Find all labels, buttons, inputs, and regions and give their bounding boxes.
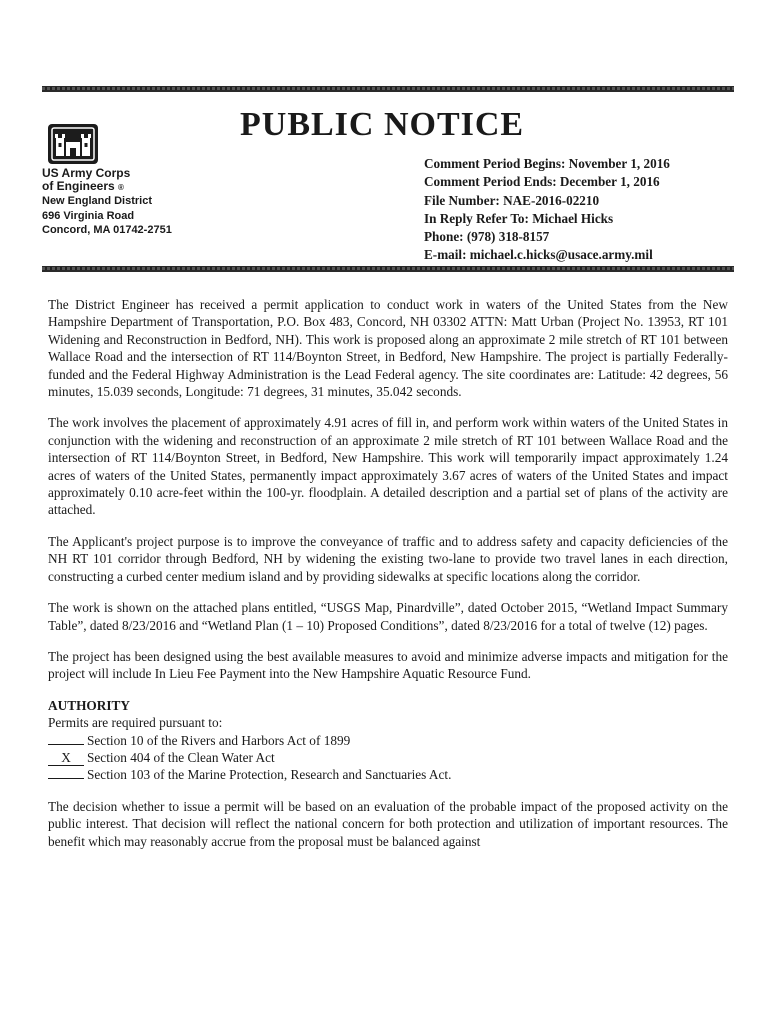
comment-period-begins: Comment Period Begins: November 1, 2016 xyxy=(424,156,670,171)
paragraph-project-purpose: The Applicant's project purpose is to improve the conveyance of traffic and to address safety and capacity deficiencies of the NH RT 101 corridor through Bedford, NH by widening the existing two-lane to provide two travel lanes in each direction, constructing a curbed center medium island and by providing sidewalks at specific locations along the corridor. xyxy=(48,533,728,584)
notice-details xyxy=(424,155,670,265)
authority-section xyxy=(48,697,728,784)
registered-mark: ® xyxy=(118,183,124,192)
agency-block xyxy=(42,167,172,238)
agency-name-line2: of Engineers xyxy=(42,179,115,193)
paragraph-work-description: The work involves the placement of approximately 4.91 acres of fill in, and perform work within waters of the United States in conjunction with the widening and reconstruction of an approximate 2 mile stretch of RT 101 between Wallace Road and the intersection of RT 114/Boynton Street, in Bedford, New Hampshire. This work will temporarily impact approximately 1.24 acres of waters of the United States, permanently impact approximately 3.67 acres of waters of the United States and impact approximately 0.10 acre-feet within the 100-yr. floodplain. A detailed description and a partial set of plans of the activity are attached. xyxy=(48,415,728,518)
comment-period-ends: Comment Period Ends: December 1, 2016 xyxy=(424,174,660,190)
paragraph-application: The District Engineer has received a permit application to conduct work in waters of the United States from the New Hampshire Department of Transportation, P.O. Box 483, Concord, NH 03302 ATTN: Matt Urban (Project No. 13953, RT 101 Widening and Reconstruction in Bedford, NH). This work is proposed along an approximate 2 mile stretch of RT 101 between Wallace Road and the intersection of RT 114/Boynton Street, in Bedford, New Hampshire. The project is partially Federally-funded and the Federal Highway Administration is the Lead Federal agency. The site coordinates are: Latitude: 42 degrees, 56 minutes, 15.039 seconds, Longitude: 71 degrees, 31 minutes, 35.042 seconds. xyxy=(48,297,728,400)
agency-address-line2: Concord, MA 01742-2751 xyxy=(42,224,172,236)
authority-checkmark xyxy=(48,778,84,779)
authority-item-text: Section 10 of the Rivers and Harbors Act of 1899 xyxy=(87,732,351,748)
page-title: PUBLIC NOTICE xyxy=(240,106,525,143)
authority-item-text: Section 404 of the Clean Water Act xyxy=(87,749,275,765)
authority-checkmark xyxy=(48,744,84,745)
agency-district: New England District xyxy=(42,195,153,207)
authority-intro: Permits are required pursuant to: xyxy=(48,715,223,731)
paragraph-mitigation: The project has been designed using the best available measures to avoid and minimize adverse impacts and mitigation for the project will include In Lieu Fee Payment into the New Hampshire Aquatic Resource Fund. xyxy=(48,648,728,682)
castle-logo-icon xyxy=(48,124,98,164)
reply-refer-to: In Reply Refer To: Michael Hicks xyxy=(424,210,614,226)
authority-heading: AUTHORITY xyxy=(48,697,131,713)
header-top-rule xyxy=(42,86,734,92)
phone-number: Phone: (978) 318-8157 xyxy=(424,229,550,245)
authority-item-section-10 xyxy=(48,732,728,749)
email-address: E-mail: michael.c.hicks@usace.army.mil xyxy=(424,247,653,263)
authority-item-text: Section 103 of the Marine Protection, Research and Sanctuaries Act. xyxy=(87,767,452,783)
agency-name-line1: US Army Corps xyxy=(42,166,131,180)
authority-item-section-404 xyxy=(48,749,728,766)
paragraph-decision: The decision whether to issue a permit will be based on an evaluation of the probable impact of the proposed activity on the public interest. That decision will reflect the national concern for both protection and utilization of important resources. The benefit which may reasonably accrue from the proposal must be balanced against xyxy=(48,798,728,849)
notice-body xyxy=(48,296,728,850)
authority-item-section-103 xyxy=(48,766,728,783)
header-bottom-rule xyxy=(42,266,734,272)
paragraph-plans: The work is shown on the attached plans entitled, “USGS Map, Pinardville”, dated October 2015, “Wetland Impact Summary Table”, dated 8/23/2016 and “Wetland Plan (1 – 10) Proposed Conditions”, dated 8/23/2016 for a total of twelve (12) pages. xyxy=(48,600,728,633)
agency-address-line1: 696 Virginia Road xyxy=(42,209,135,222)
authority-checkmark: X xyxy=(48,751,84,766)
file-number: File Number: NAE-2016-02210 xyxy=(424,192,600,208)
